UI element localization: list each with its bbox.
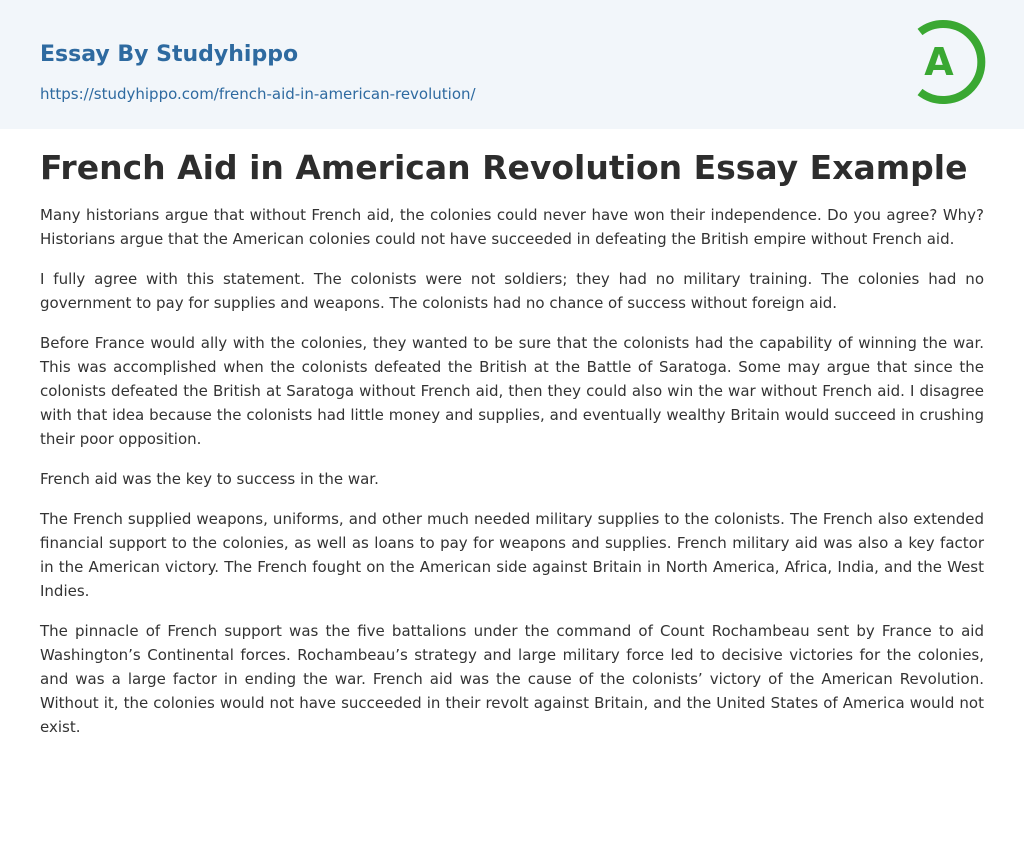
article-paragraph: The French supplied weapons, uniforms, and other much needed military supplies to the colonists. The French also extended financial support to the colonies, as well as loans to pay for weapons and supplies. French military aid was also a key factor in the American victory. The French fought on the American side against Britain in North America, Africa, India, and the West Indies. xyxy=(40,510,984,600)
article-paragraph: Before France would ally with the colonies, they wanted to be sure that the colonists had the capability of winning the war. This was accomplished when the colonists defeated the British at the Battle of Saratoga. Some may argue that since the colonists defeated the British at Saratoga without French aid, then they could also win the war without French aid. I disagree with that idea because the colonists had little money and supplies, and eventually wealthy Britain would succeed in crushing their poor opposition. xyxy=(40,334,984,448)
article-content xyxy=(40,150,984,755)
article-paragraph: Many historians argue that without French aid, the colonies could never have won their independence. Do you agree? Why? Historians argue that the American colonies could not have succeeded in defeating the British empire without French aid. xyxy=(40,206,984,248)
site-header xyxy=(0,0,1024,129)
article-paragraph: I fully agree with this statement. The colonists were not soldiers; they had no military training. The colonies had no government to pay for supplies and weapons. The colonists had no chance of success without foreign aid. xyxy=(40,270,984,312)
brand-title: Essay By Studyhippo xyxy=(40,42,299,67)
article-paragraph: The pinnacle of French support was the five battalions under the command of Count Rochambeau sent by France to aid Washington’s Continental forces. Rochambeau’s strategy and large military force led to decisive victories for the colonies, and was a large factor in ending the war. French aid was the cause of the colonists’ victory of the American Revolution. Without it, the colonies would not have succeeded in their revolt against Britain, and the United States of America would not exist. xyxy=(40,622,984,736)
article-paragraph: French aid was the key to success in the war. xyxy=(40,470,379,488)
studyhippo-logo-icon[interactable] xyxy=(910,18,988,106)
article-title: French Aid in American Revolution Essay Example xyxy=(40,148,968,187)
article-url-link[interactable]: https://studyhippo.com/french-aid-in-american-revolution/ xyxy=(40,85,476,103)
logo-letter: A xyxy=(924,40,954,84)
